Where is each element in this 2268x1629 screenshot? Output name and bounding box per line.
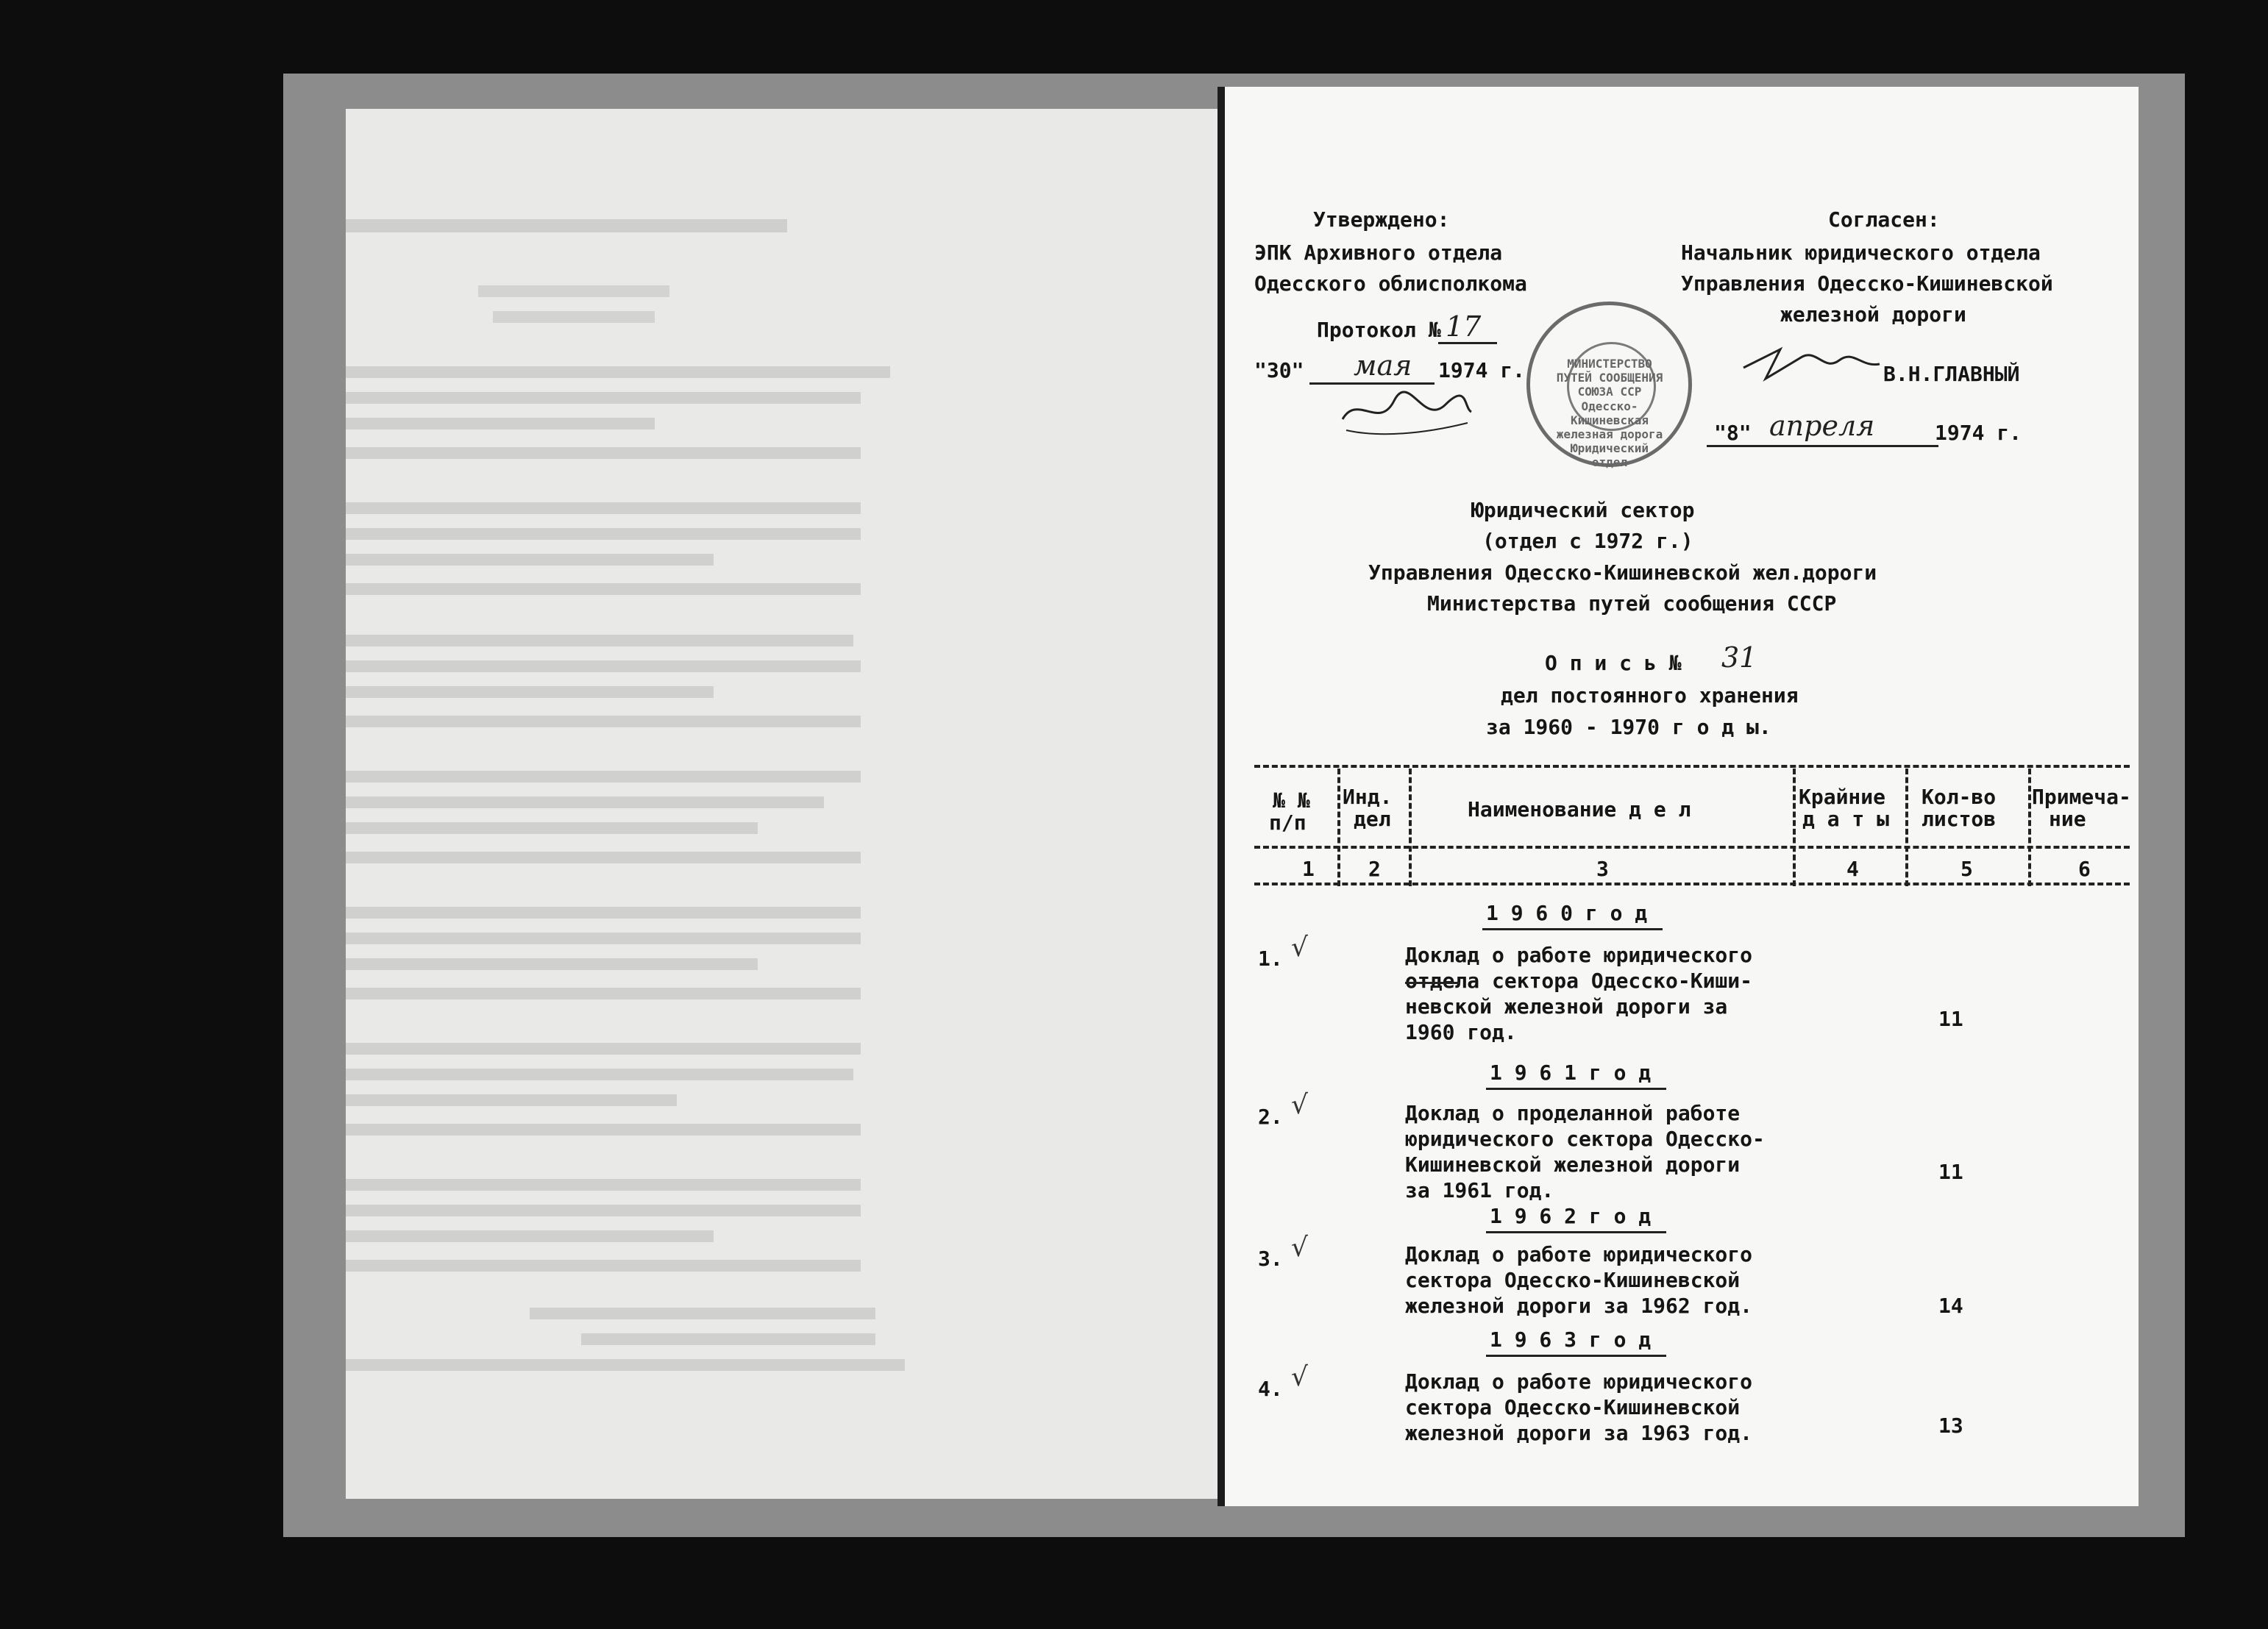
approved-date-year: 1974 г. xyxy=(1438,358,1526,382)
row-1-line-4: 1960 год. xyxy=(1405,1020,1517,1044)
header-notes-2: ние xyxy=(2049,807,2086,831)
col-number-6: 6 xyxy=(2078,857,2091,881)
official-stamp: МИНИСТЕРСТВО ПУТЕЙ СООБЩЕНИЯ СОЮЗА ССР Одесско-Кишиневская железная дорога Юридический отдел xyxy=(1526,302,1692,467)
year-heading-1960: 1 9 6 0 г о д xyxy=(1486,901,1648,925)
row-2-sheets: 11 xyxy=(1938,1160,1963,1184)
row-4-sheets: 13 xyxy=(1938,1414,1963,1438)
agreed-signature xyxy=(1736,338,1883,390)
col-number-3: 3 xyxy=(1596,857,1609,881)
approved-signature xyxy=(1335,386,1475,441)
row-3-number: 3. xyxy=(1258,1247,1283,1271)
header-sheets-2: листов xyxy=(1922,807,1997,831)
row-2-number: 2. xyxy=(1258,1105,1283,1129)
header-index-1: Инд. xyxy=(1343,785,1393,809)
table-top-border xyxy=(1254,765,2130,768)
org-line2: (отдел с 1972 г.) xyxy=(1482,529,1693,553)
inventory-title: О п и с ь № xyxy=(1545,651,1682,675)
row-2-line-2: юридического сектора Одесско- xyxy=(1405,1127,1765,1151)
year-underline-1961 xyxy=(1486,1088,1666,1090)
row-4-line-1: Доклад о работе юридического xyxy=(1405,1369,1753,1394)
row-3-line-2: сектора Одесско-Кишиневской xyxy=(1405,1268,1741,1292)
row-1-sheets: 11 xyxy=(1938,1007,1963,1031)
year-underline-1960 xyxy=(1482,928,1663,930)
header-index-2: дел xyxy=(1354,807,1391,831)
year-heading-1961: 1 9 6 1 г о д xyxy=(1490,1061,1652,1085)
protocol-number: 17 xyxy=(1446,310,1482,343)
year-heading-1962: 1 9 6 2 г о д xyxy=(1490,1204,1652,1228)
protocol-underline xyxy=(1438,342,1497,344)
header-name: Наименование д е л xyxy=(1468,797,1691,821)
row-1-line-3: невской железной дороги за xyxy=(1405,994,1728,1019)
inventory-line2: дел постоянного хранения xyxy=(1501,683,1799,707)
col-number-4: 4 xyxy=(1846,857,1859,881)
col-divider-4 xyxy=(1905,769,1908,886)
row-4-line-2: сектора Одесско-Кишиневской xyxy=(1405,1395,1741,1419)
row-2-line-3: Кишиневской железной дороги xyxy=(1405,1152,1741,1177)
year-underline-1962 xyxy=(1486,1231,1666,1233)
row-3-line-1: Доклад о работе юридического xyxy=(1405,1242,1753,1266)
row-3-sheets: 14 xyxy=(1938,1294,1963,1318)
left-page xyxy=(346,109,1251,1499)
agreed-line3: железной дороги xyxy=(1780,302,1966,327)
inventory-number: 31 xyxy=(1721,641,1757,674)
bleed-through-text xyxy=(346,109,1251,1499)
agreed-date-month: апреля xyxy=(1769,410,1875,442)
col-number-1: 1 xyxy=(1302,857,1315,881)
table-numbers-border xyxy=(1254,883,2130,885)
row-4-number: 4. xyxy=(1258,1377,1283,1401)
col-divider-5 xyxy=(2028,769,2031,886)
approved-date-underline xyxy=(1309,382,1435,385)
col-divider-3 xyxy=(1793,769,1796,886)
header-sheets-1: Кол-во xyxy=(1922,785,1997,809)
col-divider-2 xyxy=(1409,769,1412,886)
agreed-line2: Управления Одесско-Кишиневской xyxy=(1681,271,2053,296)
row-4-line-3: железной дороги за 1963 год. xyxy=(1405,1421,1753,1445)
col-divider-1 xyxy=(1337,769,1340,886)
org-line3: Управления Одесско-Кишиневской жел.дороги xyxy=(1368,560,1877,585)
inventory-line3: за 1960 - 1970 г о д ы. xyxy=(1486,715,1771,739)
agreed-date-year: 1974 г. xyxy=(1935,421,2022,445)
approved-line1: ЭПК Архивного отдела xyxy=(1254,240,1503,265)
agreed-date-underline xyxy=(1707,445,1938,447)
org-line1: Юридический сектор xyxy=(1471,498,1695,522)
row-4-checkmark: √ xyxy=(1291,1362,1308,1392)
agreed-line1: Начальник юридического отдела xyxy=(1681,240,2041,265)
row-1-checkmark: √ xyxy=(1291,933,1308,963)
row-1-number: 1. xyxy=(1258,947,1283,971)
header-dates-1: Крайние xyxy=(1799,785,1886,809)
header-num-1: № № xyxy=(1273,788,1310,813)
approved-line2: Одесского облисполкома xyxy=(1254,271,1527,296)
year-underline-1963 xyxy=(1486,1355,1666,1357)
row-2-line-4: за 1961 год. xyxy=(1405,1178,1554,1202)
row-1-line-2: отдела сектора Одесско-Киши- xyxy=(1405,969,1753,993)
protocol-label: Протокол № xyxy=(1317,318,1441,342)
approved-heading: Утверждено: xyxy=(1313,207,1450,232)
row-3-line-3: железной дороги за 1962 год. xyxy=(1405,1294,1753,1318)
approved-date-month: мая xyxy=(1354,349,1412,382)
row-1-line-1: Доклад о работе юридического xyxy=(1405,943,1753,967)
row-2-line-1: Доклад о проделанной работе xyxy=(1405,1101,1741,1125)
row-2-checkmark: √ xyxy=(1291,1090,1308,1120)
row-1-strikeout xyxy=(1405,982,1460,984)
org-line4: Министерства путей сообщения СССР xyxy=(1427,591,1837,616)
header-dates-2: д а т ы xyxy=(1802,807,1890,831)
agreed-heading: Согласен: xyxy=(1828,207,1940,232)
year-heading-1963: 1 9 6 3 г о д xyxy=(1490,1327,1652,1352)
col-number-5: 5 xyxy=(1960,857,1973,881)
header-notes-1: Примеча- xyxy=(2032,785,2131,809)
col-number-2: 2 xyxy=(1368,857,1381,881)
row-3-checkmark: √ xyxy=(1291,1233,1308,1263)
agreed-date-day: "8" xyxy=(1714,421,1752,445)
agreed-signer: В.Н.ГЛАВНЫЙ xyxy=(1883,362,2020,386)
approved-date-day: "30" xyxy=(1254,358,1304,382)
header-num-2: п/п xyxy=(1269,810,1307,835)
table-header-border xyxy=(1254,846,2130,849)
